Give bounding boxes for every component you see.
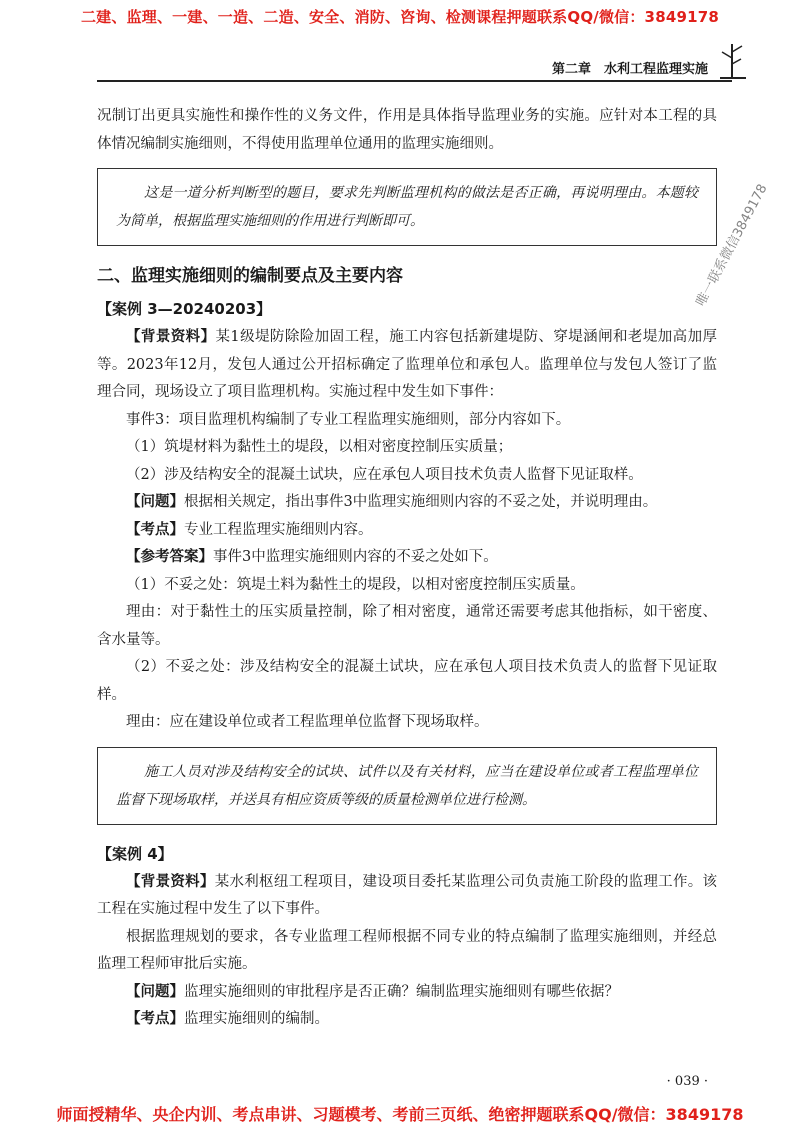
case-4-title: 【案例 4】 <box>97 844 173 863</box>
case-3-keypoint <box>97 517 717 545</box>
top-banner: 二建、监理、一建、一造、二造、安全、消防、咨询、检测课程押题联系QQ/微信：3849178 <box>80 8 720 26</box>
case-4-paragraph: 根据监理规划的要求，各专业监理工程师根据不同专业的特点编制了监理实施细则，并经总监理工程师审批后实施。 <box>97 928 717 972</box>
question-text: 根据相关规定，指出事件3中监理实施细则内容的不妥之处，并说明理由。 <box>184 494 658 510</box>
note-text-2: 施工人员对涉及结构安全的试块、试件以及有关材料，应当在建设单位或者工程监理单位监督下现场取样，并送具有相应资质等级的质量检测单位进行检测。 <box>116 763 698 808</box>
section-title: 二、监理实施细则的编制要点及主要内容 <box>97 266 403 286</box>
case-4-question <box>97 979 717 1007</box>
case-4-keypoint <box>97 1006 717 1034</box>
reason-2: 理由：应在建设单位或者工程监理单位监督下现场取样。 <box>126 714 489 730</box>
keypoint-text: 监理实施细则的编制。 <box>184 1011 329 1027</box>
event-3-item-1: （1）筑堤材料为黏性土的堤段，以相对密度控制压实质量； <box>126 439 513 455</box>
case-3-question <box>97 489 717 517</box>
answer-tag: 【参考答案】 <box>126 549 213 565</box>
background-text: 某水利枢纽工程项目，建设项目委托某监理公司负责施工阶段的监理工作。该工程在实施过程中发生了以下事件。 <box>97 873 718 917</box>
keypoint-tag: 【考点】 <box>126 521 184 538</box>
case-3-title: 【案例 3—20240203】 <box>97 300 272 318</box>
chapter-header: 第二章 水利工程监理实施 <box>551 62 708 77</box>
keypoint-tag: 【考点】 <box>126 1011 184 1027</box>
answer-item-2: （2）不妥之处：涉及结构安全的混凝土试块，应在承包人项目技术负责人的监督下见证取样。 <box>97 659 717 703</box>
page-content <box>97 103 717 1034</box>
bottom-banner: 师面授精华、央企内训、考点串讲、习题模考、考前三页纸、绝密押题联系QQ/微信：3849178 <box>56 1105 744 1124</box>
tree-icon <box>716 38 748 82</box>
case-3-background <box>97 324 717 407</box>
note-box-1 <box>97 168 717 246</box>
keypoint-text: 专业工程监理实施细则内容。 <box>184 521 373 538</box>
answer-text: 事件3中监理实施细则内容的不妥之处如下。 <box>213 549 498 565</box>
background-tag: 【背景资料】 <box>126 873 215 890</box>
note-box-2 <box>97 747 717 825</box>
background-tag: 【背景资料】 <box>126 329 216 345</box>
question-text: 监理实施细则的审批程序是否正确？编制监理实施细则有哪些依据？ <box>184 983 619 1000</box>
reason-1: 理由：对于黏性土的压实质量控制，除了相对密度，通常还需要考虑其他指标，如干密度、含水量等。 <box>97 604 717 648</box>
page-number: · 039 · <box>666 1074 708 1089</box>
answer-item-1: （1）不妥之处：筑堤土料为黏性土的堤段，以相对密度控制压实质量。 <box>126 576 585 593</box>
event-3: 事件3：项目监理机构编制了专业工程监理实施细则，部分内容如下。 <box>126 411 571 428</box>
header-rule <box>97 80 732 82</box>
note-text-1: 这是一道分析判断型的题目，要求先判断监理机构的做法是否正确，再说明理由。本题较为简单，根据监理实施细则的作用进行判断即可。 <box>116 185 698 229</box>
background-text: 某1级堤防除险加固工程，施工内容包括新建堤防、穿堤涵闸和老堤加高加厚等。2023年12月，发包人通过公开招标确定了监理单位和承包人。监理单位与发包人签订了监理合同，现场设立了项目监理机构。实施过程中发生如下事件： <box>97 329 718 400</box>
question-tag: 【问题】 <box>126 494 184 510</box>
case-3-answer <box>97 544 717 572</box>
event-3-item-2: （2）涉及结构安全的混凝土试块，应在承包人项目技术负责人监督下见证取样。 <box>126 466 643 483</box>
intro-paragraph: 况制订出更具实施性和操作性的义务文件，作用是具体指导监理业务的实施。应针对本工程的具体情况编制实施细则，不得使用监理单位通用的监理实施细则。 <box>97 108 717 152</box>
case-4-background <box>97 869 717 924</box>
watermark: 唯一联系微信3849178 <box>693 181 771 309</box>
question-tag: 【问题】 <box>126 983 184 1000</box>
